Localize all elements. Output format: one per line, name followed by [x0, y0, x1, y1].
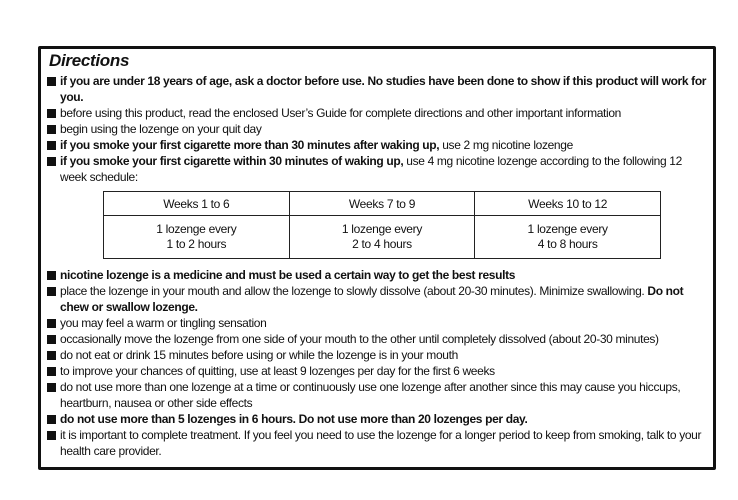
item-bold-text: do not use more than 5 lozenges in 6 hours. Do not use more than 20 lozenges per day. — [60, 412, 528, 426]
table-header-cell: Weeks 7 to 9 — [289, 192, 475, 216]
item-text: use 2 mg nicotine lozenge — [439, 138, 573, 152]
list-item — [47, 153, 707, 185]
table-header-cell: Weeks 10 to 12 — [475, 192, 661, 216]
table-header-cell: Weeks 1 to 6 — [104, 192, 290, 216]
item-text: do not use more than one lozenge at a time or continuously use one lozenge after another since this may cause you hiccups, heartburn, nausea or other side effects — [60, 380, 681, 410]
item-text: do not eat or drink 15 minutes before using or while the lozenge is in your mouth — [60, 348, 458, 362]
cell-line: 1 to 2 hours — [166, 237, 227, 251]
directions-panel — [38, 46, 716, 470]
table-header-row — [104, 192, 661, 216]
list-item — [47, 73, 707, 105]
cell-line: 1 lozenge every — [527, 222, 608, 236]
list-item — [47, 137, 707, 153]
item-text: it is important to complete treatment. If you feel you need to use the lozenge for a longer period to keep from smoking, talk to your health care provider. — [60, 428, 702, 458]
list-item — [47, 267, 707, 283]
list-item — [47, 105, 707, 121]
bullet-square-icon — [47, 319, 56, 328]
bullet-square-icon — [47, 77, 56, 86]
bullet-square-icon — [47, 141, 56, 150]
list-item — [47, 411, 707, 427]
bullet-square-icon — [47, 367, 56, 376]
bullet-square-icon — [47, 157, 56, 166]
item-bold-text: if you smoke your first cigarette more than 30 minutes after waking up, — [60, 138, 440, 152]
bullet-square-icon — [47, 431, 56, 440]
directions-list — [47, 73, 707, 459]
table-cell — [104, 216, 290, 259]
item-bold-text: if you are under 18 years of age, ask a doctor before use. No studies have been done to show if this product will work for you. — [60, 74, 707, 104]
cell-line: 4 to 8 hours — [537, 237, 598, 251]
item-text: occasionally move the lozenge from one side of your mouth to the other until completely dissolved (about 20-30 minutes) — [60, 332, 659, 346]
list-item — [47, 427, 707, 459]
item-bold-text: Do not chew or swallow lozenge. — [60, 284, 684, 314]
cell-line: 2 to 4 hours — [352, 237, 412, 251]
bullet-square-icon — [47, 415, 56, 424]
item-text: you may feel a warm or tingling sensation — [60, 316, 267, 330]
table-row — [104, 216, 661, 259]
item-text: before using this product, read the enclosed User’s Guide for complete directions and other important information — [60, 106, 622, 120]
list-item — [47, 347, 707, 363]
item-text: begin using the lozenge on your quit day — [60, 122, 262, 136]
item-text: to improve your chances of quitting, use at least 9 lozenges per day for the first 6 weeks — [60, 364, 495, 378]
item-bold-text: nicotine lozenge is a medicine and must be used a certain way to get the best results — [60, 268, 516, 282]
list-item — [47, 363, 707, 379]
directions-heading: Directions — [49, 51, 130, 70]
bullet-square-icon — [47, 351, 56, 360]
bullet-square-icon — [47, 109, 56, 118]
dosing-schedule-table — [103, 191, 661, 259]
list-item — [47, 121, 707, 137]
list-item — [47, 379, 707, 411]
table-cell — [475, 216, 661, 259]
bullet-square-icon — [47, 383, 56, 392]
item-bold-text: if you smoke your first cigarette within 30 minutes of waking up, — [60, 154, 404, 168]
cell-line: 1 lozenge every — [341, 222, 423, 236]
list-item — [47, 331, 707, 347]
list-item — [47, 283, 707, 315]
bullet-square-icon — [47, 287, 56, 296]
bullet-square-icon — [47, 271, 56, 280]
bullet-square-icon — [47, 335, 56, 344]
table-cell — [289, 216, 475, 259]
cell-line: 1 lozenge every — [156, 222, 237, 236]
item-text: place the lozenge in your mouth and allow the lozenge to slowly dissolve (about 20-30 minutes). Minimize swallowing. — [60, 284, 648, 298]
list-item — [47, 315, 707, 331]
item-text: use 4 mg nicotine lozenge according to the following 12 week schedule: — [60, 154, 682, 184]
bullet-square-icon — [47, 125, 56, 134]
